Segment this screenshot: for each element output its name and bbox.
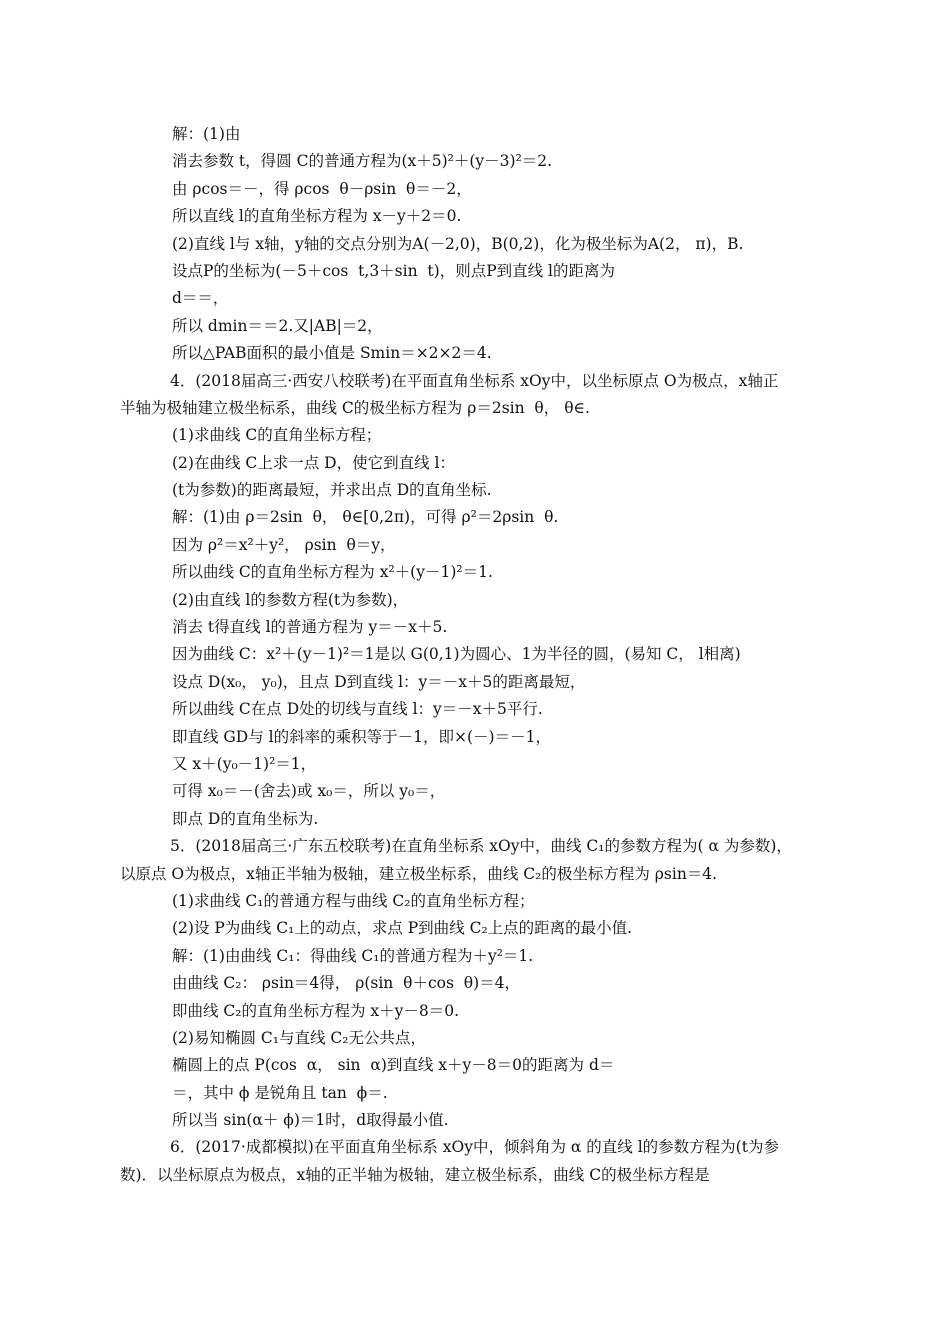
text-line: (2)设 P为曲线 C₁上的动点，求点 P到曲线 C₂上点的距离的最小值. xyxy=(172,919,633,938)
text-line: (2)由直线 l的参数方程(t为参数)， xyxy=(172,590,409,609)
text-line: d＝＝， xyxy=(172,289,229,308)
text-line: 所以曲线 C的直角坐标方程为 x²＋(y－1)²＝1. xyxy=(172,563,493,582)
text-line: 解：(1)由曲线 C₁：得曲线 C₁的普通方程为＋y²＝1. xyxy=(172,946,534,965)
text-line: 可得 x₀＝－(舍去)或 x₀＝，所以 y₀＝， xyxy=(172,782,446,801)
text-line: 解：(1)由 ρ＝2sin θ， θ∈[0,2π)，可得 ρ²＝2ρsin θ. xyxy=(172,508,559,527)
document-body xyxy=(120,121,850,1189)
text-line: 椭圆上的点 P(cos α， sin α)到直线 x＋y－8＝0的距离为 d＝ xyxy=(172,1056,615,1075)
text-line: 设点 D(x₀， y₀)，且点 D到直线 l：y＝－x＋5的距离最短， xyxy=(172,672,586,691)
text-line: (1)求曲线 C的直角坐标方程； xyxy=(172,426,382,445)
text-line: 4．(2018届高三·西安八校联考)在平面直角坐标系 xOy中，以坐标原点 O为极点，x轴正 xyxy=(170,371,779,390)
text-line: 数)．以坐标原点为极点，x轴的正半轴为极轴，建立极坐标系，曲线 C的极坐标方程是 xyxy=(120,1165,710,1184)
text-line: 由曲线 C₂： ρsin＝4得， ρ(sin θ＋cos θ)＝4， xyxy=(172,974,521,993)
text-line: 解：(1)由 xyxy=(172,125,241,143)
text-line: (t为参数)的距离最短，并求出点 D的直角坐标. xyxy=(172,481,492,500)
text-line: 以原点 O为极点，x轴正半轴为极轴，建立极坐标系，曲线 C₂的极坐标方程为 ρsin＝4. xyxy=(120,864,718,883)
text-line: 消去 t得直线 l的普通方程为 y＝－x＋5. xyxy=(172,618,448,637)
text-line: 因为 ρ²＝x²＋y²， ρsin θ＝y， xyxy=(172,535,396,554)
text-line: (2)在曲线 C上求一点 D，使它到直线 l： xyxy=(172,453,455,472)
text-line: (2)直线 l与 x轴，y轴的交点分别为A(－2,0)，B(0,2)，化为极坐标为A(2， π)，B. xyxy=(172,234,744,253)
text-line: 所以当 sin(α＋ ϕ)＝1时，d取得最小值. xyxy=(172,1111,449,1130)
text-line: 又 x＋(y₀－1)²＝1， xyxy=(172,754,317,773)
text-line: 所以△PAB面积的最小值是 Smin＝×2×2＝4. xyxy=(172,344,492,363)
text-line: 由 ρcos＝－，得 ρcos θ－ρsin θ＝－2， xyxy=(172,179,472,198)
text-line: 所以曲线 C在点 D处的切线与直线 l：y＝－x＋5平行. xyxy=(172,700,543,719)
text-line: 5．(2018届高三·广东五校联考)在直角坐标系 xOy中，曲线 C₁的参数方程为( α 为参数)， xyxy=(170,837,792,856)
text-line: 即直线 GD与 l的斜率的乘积等于－1，即×(－)＝－1， xyxy=(172,727,551,746)
text-line: 所以直线 l的直角坐标方程为 x－y＋2＝0. xyxy=(172,207,462,226)
text-line: ＝，其中 ϕ 是锐角且 tan ϕ＝. xyxy=(172,1083,388,1102)
text-line: 即曲线 C₂的直角坐标方程为 x＋y－8＝0. xyxy=(172,1001,460,1020)
text-line: (1)求曲线 C₁的普通方程与曲线 C₂的直角坐标方程； xyxy=(172,891,535,910)
text-line: 设点P的坐标为(－5＋cos t,3＋sin t)，则点P到直线 l的距离为 xyxy=(172,261,616,280)
text-line: 消去参数 t，得圆 C的普通方程为(x＋5)²＋(y－3)²＝2. xyxy=(172,152,553,171)
text-line: 6．(2017·成都模拟)在平面直角坐标系 xOy中，倾斜角为 α 的直线 l的参数方程为(t为参 xyxy=(170,1138,779,1157)
text-line: 即点 D的直角坐标为. xyxy=(172,809,319,828)
text-line: 所以 dmin＝＝2.又|AB|＝2， xyxy=(172,316,383,335)
text-line: 半轴为极轴建立极坐标系，曲线 C的极坐标方程为 ρ＝2sin θ， θ∈. xyxy=(120,398,590,417)
text-line: (2)易知椭圆 C₁与直线 C₂无公共点， xyxy=(172,1028,426,1047)
text-line: 因为曲线 C：x²＋(y－1)²＝1是以 G(0,1)为圆心、1为半径的圆，(易知 C， l相离) xyxy=(172,645,741,664)
